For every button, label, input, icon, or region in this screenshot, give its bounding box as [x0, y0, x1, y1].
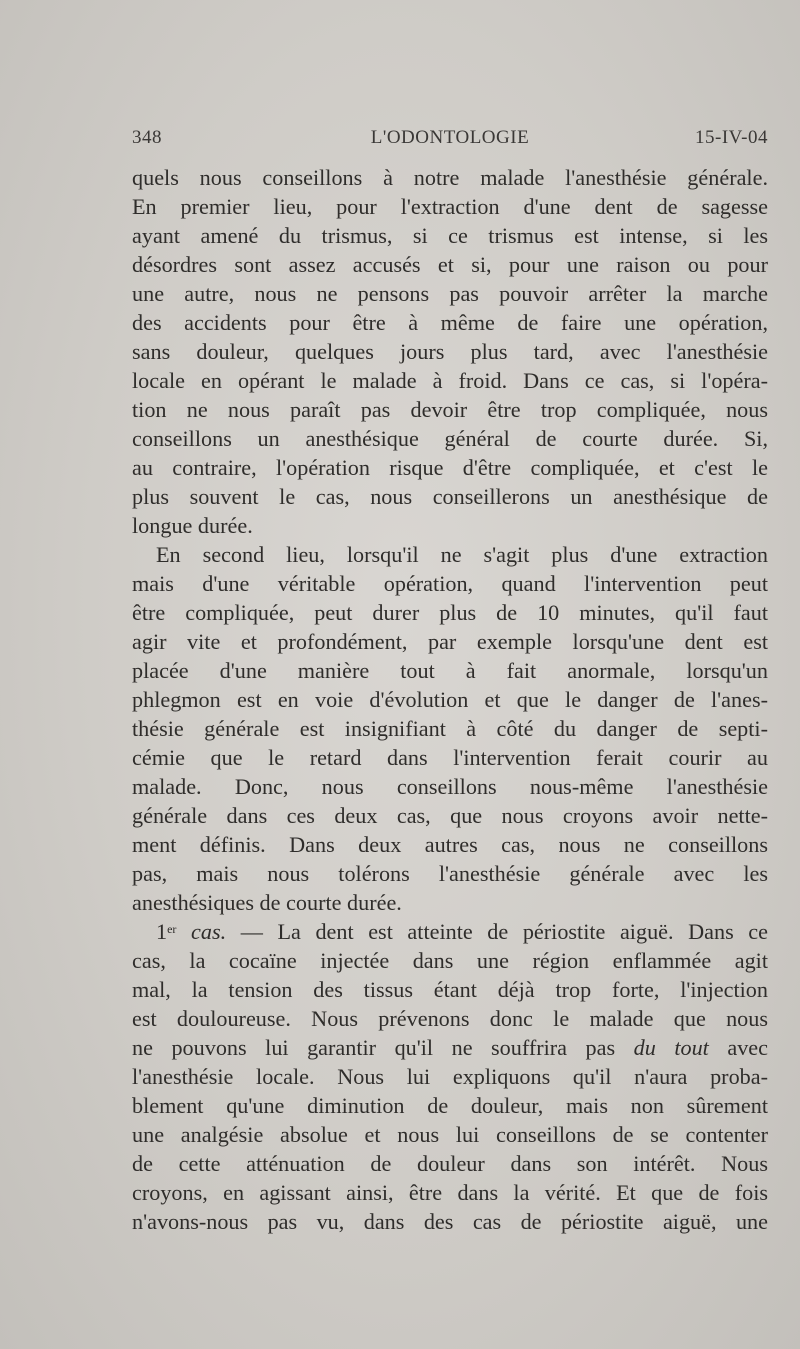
- text-line: malade. Donc, nous conseillons nous-même l'anesthésie: [132, 774, 768, 799]
- text-line: sans douleur, quelques jours plus tard, avec l'anesthésie: [132, 339, 768, 364]
- paragraph-start-line: En second lieu, lorsqu'il ne s'agit plus d'une extraction: [156, 542, 768, 567]
- text-line: En premier lieu, pour l'extraction d'une dent de sagesse: [132, 194, 768, 219]
- text-line: mal, la tension des tissus étant déjà trop forte, l'injection: [132, 977, 768, 1002]
- text-line: pas, mais nous tolérons l'anesthésie générale avec les: [132, 861, 768, 886]
- text-line: locale en opérant le malade à froid. Dans ce cas, si l'opéra-: [132, 368, 768, 393]
- body-text: [132, 163, 768, 1236]
- text-line: une autre, nous ne pensons pas pouvoir arrêter la marche: [132, 281, 768, 306]
- text-before-emphasis: ne pouvons lui garantir qu'il ne souffrira pas: [132, 1035, 634, 1060]
- paragraph-end-line: longue durée.: [132, 513, 253, 538]
- italic-emphasis-line: [132, 1033, 768, 1062]
- page-number: 348: [132, 127, 162, 148]
- text-line: n'avons-nous pas vu, dans des cas de périostite aiguë, une: [132, 1209, 768, 1234]
- text-line: phlegmon est en voie d'évolution et que le danger de l'anes-: [132, 687, 768, 712]
- text-line: quels nous conseillons à notre malade l'anesthésie générale.: [132, 165, 768, 190]
- case-text: — La dent est atteinte de périostite aiguë. Dans ce: [226, 919, 769, 944]
- text-line: est douloureuse. Nous prévenons donc le malade que nous: [132, 1006, 768, 1031]
- text-line: conseillons un anesthésique général de courte durée. Si,: [132, 426, 768, 451]
- text-line: tion ne nous paraît pas devoir être trop compliquée, nous: [132, 397, 768, 422]
- text-after-emphasis: avec: [708, 1035, 768, 1060]
- case-label: cas.: [191, 919, 227, 944]
- case-number: 1: [156, 919, 168, 944]
- text-line: mais d'une véritable opération, quand l'intervention peut: [132, 571, 768, 596]
- running-header: [132, 127, 768, 157]
- text-line: agir vite et profondément, par exemple lorsqu'une dent est: [132, 629, 768, 654]
- paragraph-end-line: anesthésiques de courte durée.: [132, 890, 402, 915]
- text-line: blement qu'une diminution de douleur, mais non sûrement: [132, 1093, 768, 1118]
- issue-date: 15-IV-04: [695, 127, 768, 148]
- text-line: de cette atténuation de douleur dans son intérêt. Nous: [132, 1151, 768, 1176]
- text-line: une analgésie absolue et nous lui conseillons de se contenter: [132, 1122, 768, 1147]
- text-line: thésie générale est insignifiant à côté du danger de septi-: [132, 716, 768, 741]
- text-line: être compliquée, peut durer plus de 10 minutes, qu'il faut: [132, 600, 768, 625]
- text-line: des accidents pour être à même de faire une opération,: [132, 310, 768, 335]
- text-line: ayant amené du trismus, si ce trismus est intense, si les: [132, 223, 768, 248]
- text-line: au contraire, l'opération risque d'être compliquée, et c'est le: [132, 455, 768, 480]
- text-line: l'anesthésie locale. Nous lui expliquons qu'il n'aura proba-: [132, 1064, 768, 1089]
- text-line: placée d'une manière tout à fait anormale, lorsqu'un: [132, 658, 768, 683]
- text-line: cas, la cocaïne injectée dans une région enflammée agit: [132, 948, 768, 973]
- text-line: plus souvent le cas, nous conseillerons un anesthésique de: [132, 484, 768, 509]
- case-heading-line: [132, 917, 768, 946]
- text-line: croyons, en agissant ainsi, être dans la vérité. Et que de fois: [132, 1180, 768, 1205]
- emphasis-text: du tout: [633, 1035, 709, 1060]
- text-line: générale dans ces deux cas, que nous croyons avoir nette-: [132, 803, 768, 828]
- text-line: ment définis. Dans deux autres cas, nous ne conseillons: [132, 832, 768, 857]
- text-line: désordres sont assez accusés et si, pour une raison ou pour: [132, 252, 768, 277]
- case-ordinal-suffix: er: [167, 922, 177, 936]
- text-line: cémie que le retard dans l'intervention ferait courir au: [132, 745, 768, 770]
- running-title: L'ODONTOLOGIE: [370, 127, 530, 148]
